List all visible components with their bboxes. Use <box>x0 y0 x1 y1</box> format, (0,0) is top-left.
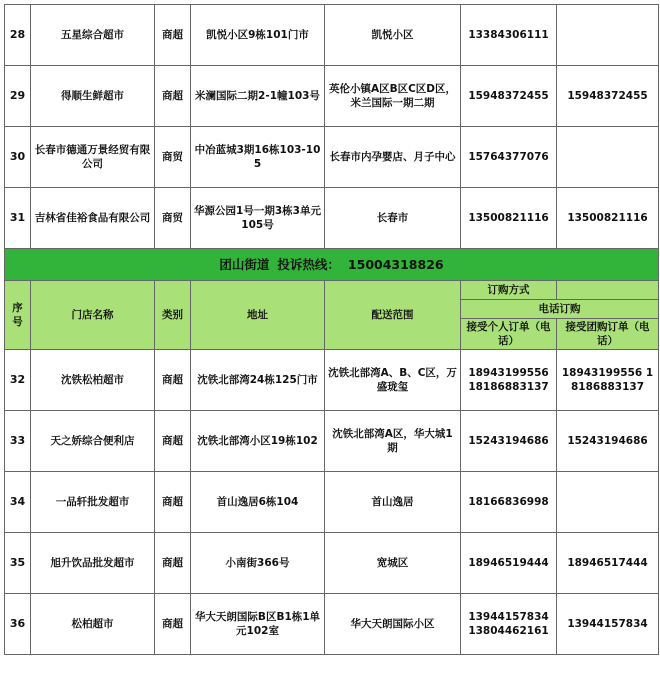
table-row <box>5 533 659 594</box>
store-category: 商超 <box>155 5 191 66</box>
delivery-range: 宽城区 <box>325 533 461 594</box>
delivery-range: 沈铁北部湾A区，华大城1期 <box>325 411 461 472</box>
group-order-phone: 18943199556 18186883137 <box>557 350 659 411</box>
row-number: 30 <box>5 127 31 188</box>
row-number: 31 <box>5 188 31 249</box>
header-address: 地址 <box>191 281 325 350</box>
header-personal-order: 接受个人订单（电话） <box>461 319 557 350</box>
personal-order-phone: 13500821116 <box>461 188 557 249</box>
row-number: 34 <box>5 472 31 533</box>
hotline-label: 投诉热线： <box>277 256 340 272</box>
delivery-range: 长春市 <box>325 188 461 249</box>
store-name: 旭升饮品批发超市 <box>31 533 155 594</box>
store-address: 华源公园1号一期3栋3单元105号 <box>191 188 325 249</box>
group-order-phone: 15948372455 <box>557 66 659 127</box>
row-number: 32 <box>5 350 31 411</box>
row-number: 29 <box>5 66 31 127</box>
store-address: 凯悦小区9栋101门市 <box>191 5 325 66</box>
group-order-phone <box>557 5 659 66</box>
header-empty-cell <box>557 281 659 300</box>
store-address: 小南街366号 <box>191 533 325 594</box>
store-address: 沈铁北部湾24栋125门市 <box>191 350 325 411</box>
row-number: 33 <box>5 411 31 472</box>
delivery-range: 长春市内孕婴店、月子中心 <box>325 127 461 188</box>
group-order-phone: 13944157834 <box>557 594 659 655</box>
table-row <box>5 411 659 472</box>
store-address: 首山逸居6栋104 <box>191 472 325 533</box>
store-name: 一品轩批发超市 <box>31 472 155 533</box>
header-group-order: 接受团购订单（电话） <box>557 319 659 350</box>
header-order-method: 订购方式 <box>461 281 557 300</box>
delivery-range: 凯悦小区 <box>325 5 461 66</box>
store-name: 天之娇综合便利店 <box>31 411 155 472</box>
delivery-range: 华大天朗国际小区 <box>325 594 461 655</box>
hotline-number: 15004318826 <box>347 256 444 272</box>
store-address: 华大天朗国际B区B1栋1单元102室 <box>191 594 325 655</box>
group-order-phone <box>557 472 659 533</box>
store-name: 五星综合超市 <box>31 5 155 66</box>
header-store-name: 门店名称 <box>31 281 155 350</box>
store-address: 中冶蓝城3期16栋103-105 <box>191 127 325 188</box>
header-phone-order: 电话订购 <box>461 300 659 319</box>
table-row <box>5 66 659 127</box>
personal-order-phone: 18166836998 <box>461 472 557 533</box>
table-row <box>5 127 659 188</box>
table-row <box>5 350 659 411</box>
store-category: 商超 <box>155 594 191 655</box>
delivery-range: 英伦小镇A区B区C区D区，米兰国际一期二期 <box>325 66 461 127</box>
personal-order-phone: 15243194686 <box>461 411 557 472</box>
store-name: 得顺生鲜超市 <box>31 66 155 127</box>
header-row <box>5 281 659 300</box>
store-list-table <box>4 4 659 655</box>
table-row <box>5 594 659 655</box>
row-number: 35 <box>5 533 31 594</box>
personal-order-phone: 13944157834 13804462161 <box>461 594 557 655</box>
header-no: 序号 <box>5 281 31 350</box>
street-banner <box>5 249 659 281</box>
store-name: 沈铁松柏超市 <box>31 350 155 411</box>
store-category: 商超 <box>155 411 191 472</box>
table-row <box>5 5 659 66</box>
header-delivery-range: 配送范围 <box>325 281 461 350</box>
store-name: 吉林省佳裕食品有限公司 <box>31 188 155 249</box>
delivery-range: 沈铁北部湾A、B、C区，万盛珑玺 <box>325 350 461 411</box>
row-number: 36 <box>5 594 31 655</box>
group-order-phone: 13500821116 <box>557 188 659 249</box>
personal-order-phone: 15764377076 <box>461 127 557 188</box>
store-address: 米澜国际二期2-1幢103号 <box>191 66 325 127</box>
store-category: 商贸 <box>155 188 191 249</box>
table-row <box>5 472 659 533</box>
street-banner-row <box>5 249 659 281</box>
table-row <box>5 188 659 249</box>
group-order-phone <box>557 127 659 188</box>
store-name: 松柏超市 <box>31 594 155 655</box>
store-address: 沈铁北部湾小区19栋102 <box>191 411 325 472</box>
store-category: 商超 <box>155 350 191 411</box>
delivery-range: 首山逸居 <box>325 472 461 533</box>
personal-order-phone: 18943199556 18186883137 <box>461 350 557 411</box>
store-category: 商超 <box>155 533 191 594</box>
street-name: 团山街道 <box>219 256 270 272</box>
store-category: 商超 <box>155 472 191 533</box>
personal-order-phone: 18946519444 <box>461 533 557 594</box>
group-order-phone: 15243194686 <box>557 411 659 472</box>
store-name: 长春市德通万景经贸有限公司 <box>31 127 155 188</box>
store-category: 商超 <box>155 66 191 127</box>
group-order-phone: 18946517444 <box>557 533 659 594</box>
personal-order-phone: 13384306111 <box>461 5 557 66</box>
header-category: 类别 <box>155 281 191 350</box>
row-number: 28 <box>5 5 31 66</box>
personal-order-phone: 15948372455 <box>461 66 557 127</box>
store-category: 商贸 <box>155 127 191 188</box>
